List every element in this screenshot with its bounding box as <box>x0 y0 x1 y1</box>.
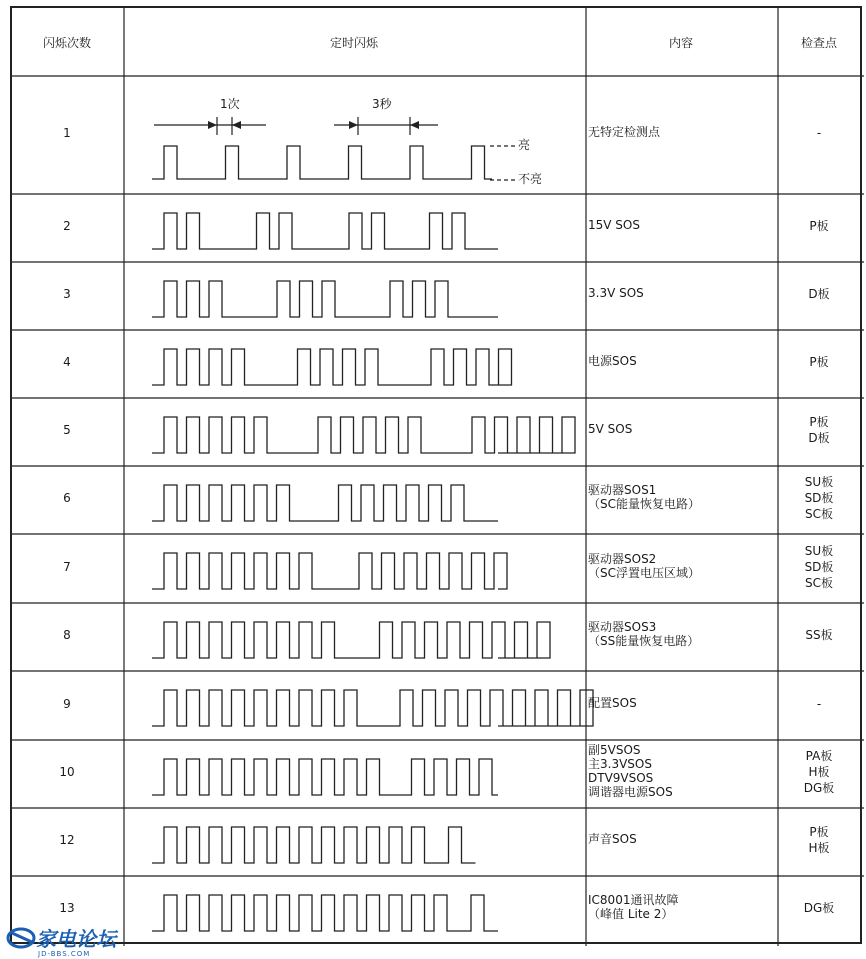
row-count: 3 <box>63 287 71 301</box>
row-checkpoint: SD板 <box>804 559 834 574</box>
legend-off: 不亮 <box>518 172 543 186</box>
row-content: 5V SOS <box>588 422 633 436</box>
logo-main: 家电论坛 <box>36 927 116 951</box>
row-checkpoint: D板 <box>808 431 830 445</box>
row-count: 10 <box>59 765 75 779</box>
header-timing: 定时闪烁 <box>329 36 378 50</box>
row-checkpoint: H板 <box>808 841 830 855</box>
header-content: 内容 <box>668 36 693 50</box>
row-content: 驱动器SOS3 <box>588 620 657 634</box>
row-checkpoint: SU板 <box>804 475 834 489</box>
row-count: 12 <box>59 833 75 847</box>
row-checkpoint: SS板 <box>805 628 833 642</box>
row-checkpoint: DG板 <box>803 901 835 915</box>
row-checkpoint: H板 <box>808 765 830 779</box>
row-checkpoint: P板 <box>809 355 829 369</box>
row-content: 调谐器电源SOS <box>588 785 673 799</box>
flash-waveform <box>152 281 498 317</box>
row-count: 2 <box>63 219 71 233</box>
row-checkpoint: SU板 <box>804 543 834 558</box>
flash-waveform <box>152 553 507 589</box>
row-content: （SS能量恢复电路） <box>588 634 700 648</box>
row-count: 7 <box>63 559 71 574</box>
row-count: 5 <box>63 423 71 437</box>
row-checkpoint: SC板 <box>805 507 833 521</box>
row-content: 无特定检测点 <box>588 125 661 139</box>
flash-waveform <box>152 417 575 453</box>
row-content: （SC能量恢复电路） <box>588 497 700 511</box>
dimension-arrowhead <box>410 121 419 129</box>
row-count: 13 <box>59 901 75 915</box>
row-checkpoint: P板 <box>809 415 829 429</box>
row-content: 驱动器SOS1 <box>588 483 657 497</box>
header-checkpoint: 检查点 <box>800 36 837 50</box>
site-logo <box>4 925 129 959</box>
flash-waveform <box>152 827 476 863</box>
flash-waveform <box>152 690 593 726</box>
row-checkpoint: - <box>816 126 822 140</box>
flash-waveform <box>152 146 492 179</box>
row-content: 驱动器SOS2 <box>588 551 657 566</box>
row-checkpoint: SC板 <box>805 575 833 590</box>
row-checkpoint: DG板 <box>803 781 835 795</box>
row-content: 副5VSOS <box>588 743 641 757</box>
row-checkpoint: P板 <box>809 825 829 839</box>
row-checkpoint: - <box>816 696 822 711</box>
row-content: 电源SOS <box>588 354 637 368</box>
legend-three-sec: 3秒 <box>372 97 392 111</box>
row-content: 主3.3VSOS <box>588 757 652 771</box>
row-content: IC8001通讯故障 <box>588 893 679 907</box>
row-content: 3.3V SOS <box>588 286 644 300</box>
table-drawing <box>12 8 864 946</box>
header-count: 闪烁次数 <box>42 36 91 50</box>
flash-waveform <box>152 759 498 795</box>
legend-one-time: 1次 <box>220 97 240 111</box>
row-content: 声音SOS <box>588 832 637 846</box>
row-content: （峰值 Lite 2） <box>588 907 674 921</box>
row-count: 9 <box>63 696 71 711</box>
row-checkpoint: D板 <box>808 287 830 301</box>
flash-waveform <box>152 895 498 931</box>
logo-sub: JD-BBS.COM <box>38 950 91 958</box>
row-checkpoint: PA板 <box>805 749 833 763</box>
row-count: 6 <box>63 491 71 505</box>
dimension-arrowhead <box>208 121 217 129</box>
row-content: 15V SOS <box>588 218 640 232</box>
flash-code-table <box>10 6 862 944</box>
flash-waveform <box>152 213 498 249</box>
row-checkpoint: SD板 <box>804 491 834 505</box>
legend-on: 亮 <box>518 138 531 152</box>
row-content: （SC浮置电压区域） <box>588 565 700 580</box>
row-content: 配置SOS <box>588 695 637 710</box>
flash-waveform <box>152 622 550 658</box>
row-count: 4 <box>63 355 71 369</box>
row-count: 8 <box>63 628 71 642</box>
row-checkpoint: P板 <box>809 219 829 233</box>
row-content: DTV9VSOS <box>588 771 654 785</box>
row-count: 1 <box>63 126 71 140</box>
dimension-arrowhead <box>349 121 358 129</box>
flash-waveform <box>152 349 512 385</box>
flash-waveform <box>152 485 498 521</box>
